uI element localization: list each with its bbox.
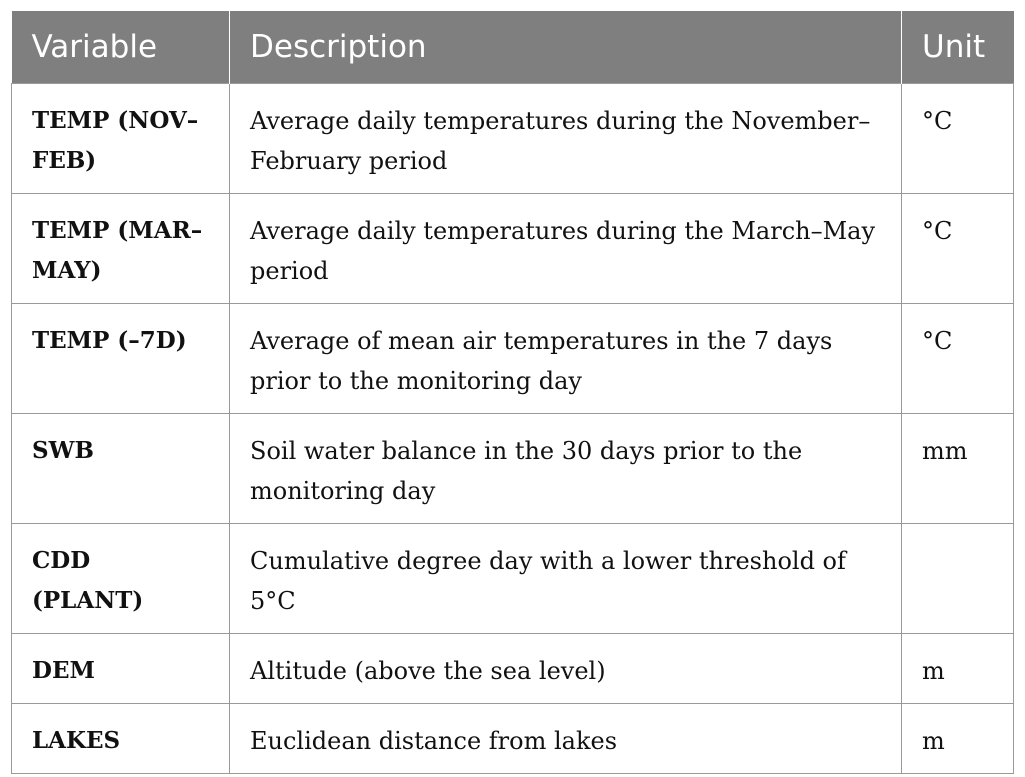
description-cell: Average of mean air temperatures in the 7 days prior to the monitoring day bbox=[230, 304, 902, 414]
variable-cell: TEMP (–7D) bbox=[12, 304, 230, 414]
header-description: Description bbox=[230, 11, 902, 84]
unit-cell: °C bbox=[902, 304, 1014, 414]
table-row bbox=[12, 524, 1014, 634]
description-cell: Cumulative degree day with a lower threshold of 5°C bbox=[230, 524, 902, 634]
table-row bbox=[12, 304, 1014, 414]
variables-table bbox=[11, 11, 1014, 774]
description-cell: Average daily temperatures during the November–February period bbox=[230, 84, 902, 194]
unit-cell: m bbox=[902, 634, 1014, 704]
table-body bbox=[12, 84, 1014, 774]
unit-cell bbox=[902, 524, 1014, 634]
table-row bbox=[12, 84, 1014, 194]
table-row bbox=[12, 704, 1014, 774]
variable-cell: SWB bbox=[12, 414, 230, 524]
variable-cell: TEMP (MAR–MAY) bbox=[12, 194, 230, 304]
variable-cell: CDD (PLANT) bbox=[12, 524, 230, 634]
header-variable: Variable bbox=[12, 11, 230, 84]
description-cell: Euclidean distance from lakes bbox=[230, 704, 902, 774]
description-cell: Soil water balance in the 30 days prior to the monitoring day bbox=[230, 414, 902, 524]
header-unit: Unit bbox=[902, 11, 1014, 84]
description-cell: Average daily temperatures during the March–May period bbox=[230, 194, 902, 304]
variable-cell: LAKES bbox=[12, 704, 230, 774]
unit-cell: mm bbox=[902, 414, 1014, 524]
variable-cell: TEMP (NOV–FEB) bbox=[12, 84, 230, 194]
table-row bbox=[12, 194, 1014, 304]
unit-cell: °C bbox=[902, 84, 1014, 194]
table-container bbox=[11, 11, 1013, 774]
unit-cell: m bbox=[902, 704, 1014, 774]
header-row bbox=[12, 11, 1014, 84]
table-row bbox=[12, 634, 1014, 704]
variable-cell: DEM bbox=[12, 634, 230, 704]
table-row bbox=[12, 414, 1014, 524]
unit-cell: °C bbox=[902, 194, 1014, 304]
description-cell: Altitude (above the sea level) bbox=[230, 634, 902, 704]
table-header bbox=[12, 11, 1014, 84]
